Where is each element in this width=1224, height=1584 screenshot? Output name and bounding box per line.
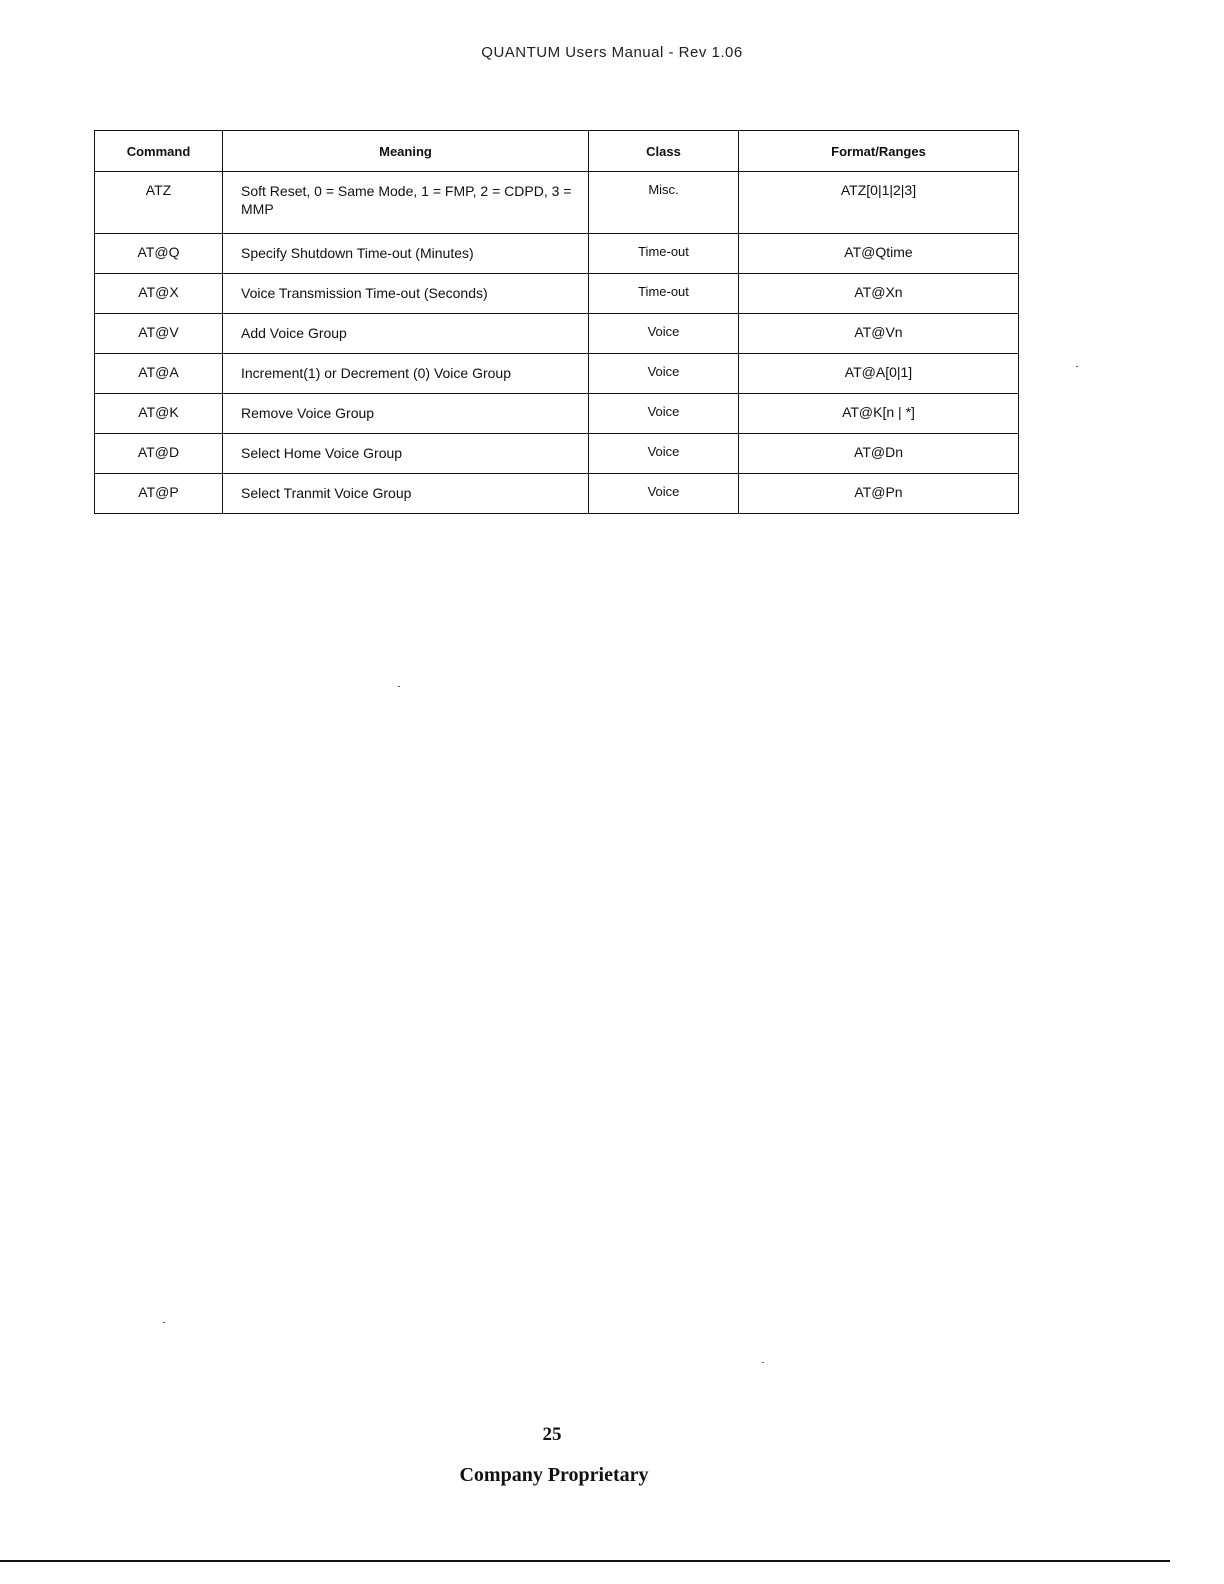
format-cell: ATZ[0|1|2|3] [739,172,1019,234]
column-header-format: Format/Ranges [739,131,1019,172]
format-cell: AT@K[n | *] [739,394,1019,434]
meaning-cell: Select Home Voice Group [223,434,589,474]
format-cell: AT@Vn [739,314,1019,354]
command-cell: AT@K [95,394,223,434]
class-cell: Time-out [589,234,739,274]
meaning-cell: Select Tranmit Voice Group [223,474,589,514]
table-row [95,474,1019,514]
scan-speck [1076,366,1078,367]
command-cell: AT@P [95,474,223,514]
meaning-cell: Voice Transmission Time-out (Seconds) [223,274,589,314]
format-cell: AT@Qtime [739,234,1019,274]
scan-speck [762,1362,764,1363]
column-header-command: Command [95,131,223,172]
command-cell: AT@A [95,354,223,394]
command-cell: AT@V [95,314,223,354]
table-row [95,354,1019,394]
class-cell: Voice [589,354,739,394]
table-row [95,314,1019,354]
column-header-class: Class [589,131,739,172]
class-cell: Voice [589,474,739,514]
class-cell: Misc. [589,172,739,234]
meaning-cell: Specify Shutdown Time-out (Minutes) [223,234,589,274]
table-row [95,434,1019,474]
page-header: QUANTUM Users Manual - Rev 1.06 [481,44,743,61]
command-cell: AT@D [95,434,223,474]
command-cell: AT@Q [95,234,223,274]
table-row [95,394,1019,434]
class-cell: Voice [589,394,739,434]
meaning-cell: Add Voice Group [223,314,589,354]
class-cell: Voice [589,314,739,354]
table-row [95,234,1019,274]
format-cell: AT@Xn [739,274,1019,314]
class-cell: Time-out [589,274,739,314]
meaning-cell: Increment(1) or Decrement (0) Voice Group [223,354,589,394]
scan-speck [398,686,400,687]
command-cell: AT@X [95,274,223,314]
command-table [94,130,1019,514]
meaning-cell: Remove Voice Group [223,394,589,434]
page-number: 25 [542,1424,562,1445]
command-cell: ATZ [95,172,223,234]
format-cell: AT@Pn [739,474,1019,514]
meaning-cell: Soft Reset, 0 = Same Mode, 1 = FMP, 2 = CDPD, 3 = MMP [223,172,589,234]
format-cell: AT@A[0|1] [739,354,1019,394]
class-cell: Voice [589,434,739,474]
table-row [95,172,1019,234]
bottom-rule [0,1560,1170,1562]
footer-label: Company Proprietary [459,1464,649,1486]
table-header-row [95,131,1019,172]
format-cell: AT@Dn [739,434,1019,474]
table-row [95,274,1019,314]
column-header-meaning: Meaning [223,131,589,172]
scan-speck [163,1322,165,1323]
